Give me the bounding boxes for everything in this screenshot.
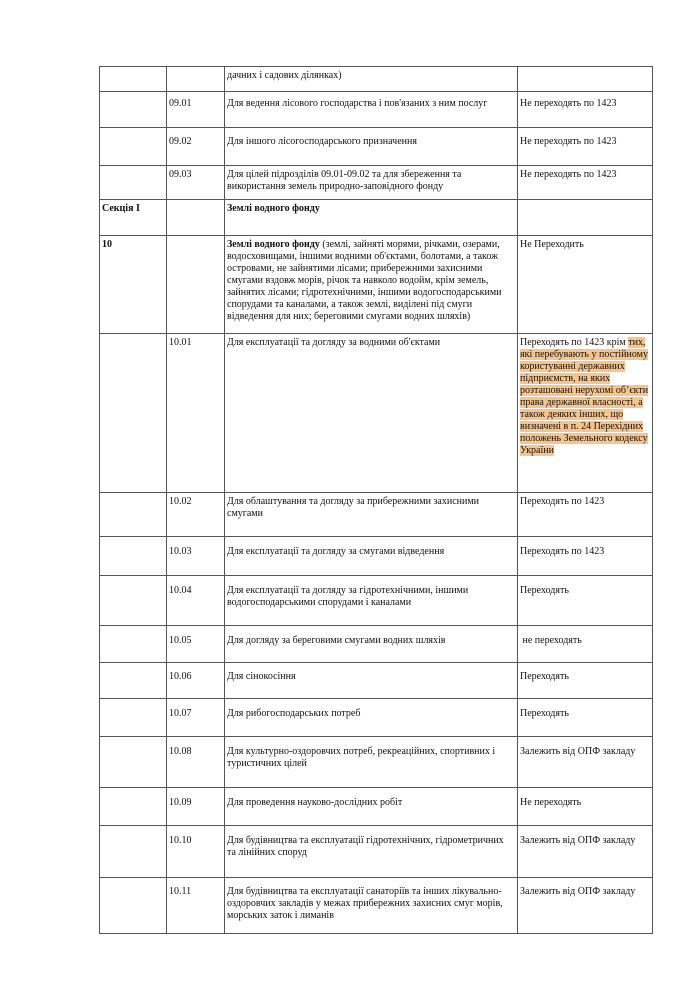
- section-cell: [100, 699, 167, 737]
- section-cell: [100, 788, 167, 826]
- transfer-status-cell: Переходять: [518, 699, 653, 737]
- transfer-status-cell: Не переходять по 1423: [518, 128, 653, 166]
- table-row: [100, 92, 653, 128]
- code-cell: 10.07: [167, 699, 225, 737]
- transfer-status-cell: Переходять по 1423: [518, 537, 653, 576]
- code-cell: [167, 67, 225, 92]
- purpose-title: Землі водного фонду: [227, 239, 320, 250]
- section-cell: [100, 626, 167, 663]
- code-cell: 10.09: [167, 788, 225, 826]
- code-cell: 10.01: [167, 334, 225, 493]
- section-cell: [100, 334, 167, 493]
- purpose-cell: Для цілей підрозділів 09.01-09.02 та для збереження та використання земель природно-заповідного фонду: [225, 166, 518, 200]
- code-cell: 10.02: [167, 493, 225, 537]
- table-row: [100, 334, 653, 493]
- section-cell: [100, 128, 167, 166]
- transfer-status-cell: [518, 334, 653, 493]
- code-cell: 09.01: [167, 92, 225, 128]
- code-cell: 10.06: [167, 663, 225, 699]
- section-cell: [100, 737, 167, 788]
- highlighted-status-text: тих, які перебувають у постійному користуванні державних підприємств, на яких розташовані нерухомі об’єкти права державної власності, а також деяких інших, що визначені в п. 24 Перехідних положень Земельного кодексу України: [520, 337, 649, 456]
- code-cell: 10.10: [167, 826, 225, 878]
- purpose-cell: Для рибогосподарських потреб: [225, 699, 518, 737]
- transfer-status-cell: Залежить від ОПФ закладу: [518, 737, 653, 788]
- table-row: [100, 128, 653, 166]
- code-cell: [167, 200, 225, 236]
- table-row: [100, 236, 653, 334]
- purpose-cell: дачних і садових ділянках): [225, 67, 518, 92]
- purpose-cell: Для іншого лісогосподарського призначення: [225, 128, 518, 166]
- code-cell: 10.11: [167, 878, 225, 934]
- purpose-cell: [225, 236, 518, 334]
- purpose-cell: Для ведення лісового господарства і пов'язаних з ним послуг: [225, 92, 518, 128]
- section-cell: [100, 537, 167, 576]
- purpose-cell: Для експлуатації та догляду за водними об'єктами: [225, 334, 518, 493]
- transfer-status-cell: Залежить від ОПФ закладу: [518, 826, 653, 878]
- table-row: [100, 878, 653, 934]
- section-cell: [100, 826, 167, 878]
- section-cell: [100, 878, 167, 934]
- purpose-cell: Для сінокосіння: [225, 663, 518, 699]
- section-cell: [100, 663, 167, 699]
- table-row: [100, 537, 653, 576]
- table-row: [100, 576, 653, 626]
- table-row: [100, 699, 653, 737]
- purpose-cell: Для культурно-оздоровчих потреб, рекреаційних, спортивних і туристичних цілей: [225, 737, 518, 788]
- transfer-status-cell: Залежить від ОПФ закладу: [518, 878, 653, 934]
- transfer-status-cell: Не переходять: [518, 788, 653, 826]
- section-title-cell: Землі водного фонду: [225, 200, 518, 236]
- transfer-status-cell: Переходять по 1423: [518, 493, 653, 537]
- code-cell: [167, 236, 225, 334]
- table-row: [100, 826, 653, 878]
- purpose-cell: Для експлуатації та догляду за гідротехнічними, іншими водогосподарськими спорудами і каналами: [225, 576, 518, 626]
- purpose-text: (землі, зайняті морями, річками, озерами, водосховищами, іншими водними об'єктами, болотами, а також островами, не зайнятими лісами; прибережними захисними смугами вздовж морів, річок та навколо водойм, крім земель, зайнятих лісами; гідротехнічними, іншими водогосподарськими спорудами та каналами, а також землі, виділені під смуги відведення для них; береговими смугами водних шляхів): [227, 239, 502, 322]
- purpose-cell: Для експлуатації та догляду за смугами відведення: [225, 537, 518, 576]
- section-cell: 10: [100, 236, 167, 334]
- table-row: [100, 663, 653, 699]
- table-row: [100, 166, 653, 200]
- transfer-status-cell: не переходять: [518, 626, 653, 663]
- table-row: [100, 626, 653, 663]
- transfer-status-cell: [518, 200, 653, 236]
- section-cell: [100, 67, 167, 92]
- table-row: [100, 493, 653, 537]
- purpose-cell: Для догляду за береговими смугами водних шляхів: [225, 626, 518, 663]
- code-cell: 10.05: [167, 626, 225, 663]
- section-cell: [100, 493, 167, 537]
- transfer-status-cell: Не Переходить: [518, 236, 653, 334]
- section-cell: [100, 576, 167, 626]
- code-cell: 09.03: [167, 166, 225, 200]
- transfer-status-cell: Не переходять по 1423: [518, 166, 653, 200]
- code-cell: 09.02: [167, 128, 225, 166]
- table-row: [100, 737, 653, 788]
- purpose-cell: Для облаштування та догляду за прибережними захисними смугами: [225, 493, 518, 537]
- transfer-status-cell: Не переходять по 1423: [518, 92, 653, 128]
- purpose-cell: Для будівництва та експлуатації гідротехнічних, гідрометричних та лінійних споруд: [225, 826, 518, 878]
- section-cell: [100, 166, 167, 200]
- section-cell: [100, 92, 167, 128]
- transfer-status-cell: Переходять: [518, 576, 653, 626]
- code-cell: 10.08: [167, 737, 225, 788]
- purpose-cell: Для проведення науково-дослідних робіт: [225, 788, 518, 826]
- table-row: [100, 788, 653, 826]
- section-cell: Секція І: [100, 200, 167, 236]
- table-row: [100, 200, 653, 236]
- code-cell: 10.03: [167, 537, 225, 576]
- purpose-cell: Для будівництва та експлуатації санаторіїв та інших лікувально-оздоровчих закладів у межах прибережних захисних смуг морів, морських заток і лиманів: [225, 878, 518, 934]
- table-row: [100, 67, 653, 92]
- land-classification-table: [99, 66, 653, 934]
- transfer-status-cell: Переходять: [518, 663, 653, 699]
- status-text: Переходять по 1423 крім: [520, 337, 629, 348]
- code-cell: 10.04: [167, 576, 225, 626]
- transfer-status-cell: [518, 67, 653, 92]
